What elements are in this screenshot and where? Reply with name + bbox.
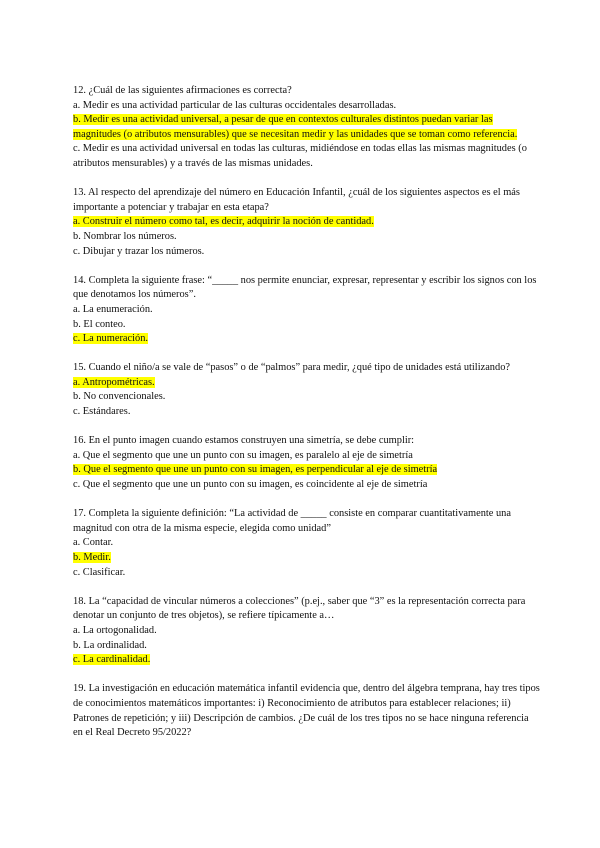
answer-option-text: a. Contar.	[73, 537, 114, 549]
question-15	[73, 361, 540, 419]
answer-option	[73, 405, 540, 420]
answer-option-text: b. Medir.	[73, 552, 111, 563]
question-16	[73, 434, 540, 492]
answer-option-highlighted	[73, 551, 540, 566]
question-12	[73, 84, 540, 172]
question-stem: 18. La “capacidad de vincular números a colecciones” (p.ej., saber que “3” es la representación correcta para denotar un conjunto de tres objetos), se refiere típicamente a…	[73, 595, 526, 622]
question-17	[73, 507, 540, 580]
answer-option-highlighted	[73, 332, 540, 347]
answer-option-text: c. Estándares.	[73, 406, 131, 418]
answer-option-text: a. Antropométricas.	[73, 376, 155, 388]
answer-option-highlighted	[73, 215, 540, 230]
answer-option-highlighted	[73, 376, 540, 391]
question-stem: 12. ¿Cuál de las siguientes afirmaciones es correcta?	[73, 85, 292, 96]
answer-option	[73, 99, 540, 114]
answer-option-text: c. Que el segmento que une un punto con su imagen, es coincidente al eje de simetría	[73, 479, 428, 491]
answer-option-text: c. Dibujar y trazar los números.	[73, 245, 205, 257]
question-stem: 17. Completa la siguiente definición: “La actividad de _____ consiste en comparar cuantitativamente una magnitud con otra de la misma especie, elegida como unidad”	[73, 508, 511, 534]
answer-option-text: a. Construir el número como tal, es decir, adquirir la noción de cantidad.	[73, 216, 374, 228]
answer-option	[73, 566, 540, 581]
answer-option	[73, 142, 540, 171]
answer-option-text: c. La numeración.	[73, 333, 149, 345]
answer-option-text: a. Que el segmento que une un punto con su imagen, es paralelo al eje de simetría	[73, 449, 413, 461]
question-stem: 13. Al respecto del aprendizaje del número en Educación Infantil, ¿cuál de los siguientes aspectos es el más importante a potenciar y trabajar en esta etapa?	[73, 187, 520, 213]
answer-option-highlighted	[73, 653, 540, 668]
answer-option	[73, 390, 540, 405]
question-stem: 16. En el punto imagen cuando estamos construyen una simetría, se debe cumplir:	[73, 435, 415, 447]
answer-option-text: b. El conteo.	[73, 318, 126, 330]
answer-option-highlighted	[73, 113, 540, 142]
question-13	[73, 186, 540, 259]
answer-option	[73, 449, 540, 464]
answer-option-highlighted	[73, 463, 540, 478]
question-stem: 15. Cuando el niño/a se vale de “pasos” o de “palmos” para medir, ¿qué tipo de unidades está utilizando?	[73, 362, 510, 374]
question-14	[73, 274, 540, 347]
answer-option-text: b. Que el segmento que une un punto con su imagen, es perpendicular al eje de simetría	[73, 464, 438, 476]
answer-option	[73, 303, 540, 318]
answer-option-text: c. Clasificar.	[73, 566, 126, 578]
answer-option	[73, 639, 540, 654]
answer-option-text: a. La ortogonalidad.	[73, 624, 157, 636]
answer-option	[73, 318, 540, 333]
question-stem: 14. Completa la siguiente frase: “_____ nos permite enunciar, expresar, representar y escribir los signos con los que denotamos los números”.	[73, 274, 537, 301]
answer-option-text: c. Medir es una actividad universal en todas las culturas, midiéndose en todas ellas las mismas magnitudes (o atributos mensurables) y a través de las mismas unidades.	[73, 143, 527, 169]
answer-option-text: a. Medir es una actividad particular de las culturas occidentales desarrolladas.	[73, 99, 397, 111]
question-19	[73, 682, 540, 740]
answer-option	[73, 536, 540, 551]
answer-option	[73, 245, 540, 260]
answer-option-text: a. La enumeración.	[73, 303, 153, 315]
answer-option	[73, 478, 540, 493]
question-stem: 19. La investigación en educación matemática infantil evidencia que, dentro del álgebra temprana, hay tres tipos de conocimientos matemáticos importantes: i) Reconocimiento de atributos para establecer relaciones; ii) Patrones de repetición; y iii) Descripción de cambios. ¿De cuál de los tres tipos no se hace ninguna referencia en el Real Decreto 95/2022?	[73, 683, 540, 739]
answer-option-text: b. Medir es una actividad universal, a pesar de que en contextos culturales distintos puedan variar las magnitudes (o atributos mensurables) que se necesitan medir y las unidades que se toman como referencia.	[73, 114, 518, 140]
answer-option-text: b. La ordinalidad.	[73, 639, 147, 651]
answer-option-text: b. No convencionales.	[73, 391, 166, 403]
answer-option-text: c. La cardinalidad.	[73, 654, 151, 666]
question-18	[73, 595, 540, 668]
answer-option-text: b. Nombrar los números.	[73, 230, 177, 242]
answer-option	[73, 230, 540, 245]
answer-option	[73, 624, 540, 639]
